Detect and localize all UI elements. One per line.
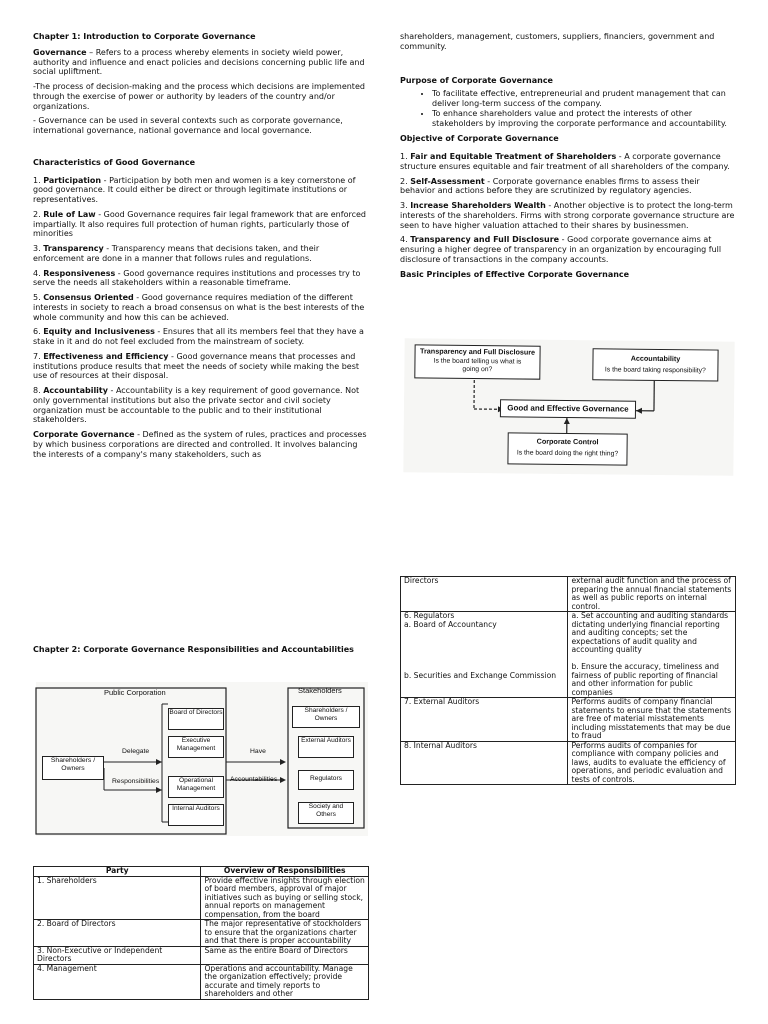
chapter1-left-column [33, 32, 369, 464]
column-header: Party [34, 867, 201, 877]
delegate-label: Delegate [122, 748, 150, 755]
chapter1-right-column [400, 32, 736, 285]
operational-management-box: Operational Management [168, 776, 224, 798]
column-header: Overview of Responsibilities [201, 867, 369, 877]
table-row: 7. External Auditors Performs audits of company financial statements to ensure that the statements are free of material misstatements including misstatements that may be due to fraud [401, 698, 736, 742]
external-auditors-box: External Auditors [298, 736, 354, 758]
accountabilities-label: Accountabilities [230, 776, 278, 783]
purpose-list [400, 89, 736, 128]
table-header-row [34, 867, 369, 877]
public-corporation-label: Public Corporation [104, 688, 166, 697]
objective-item: 1. Fair and Equitable Treatment of Shareholders - A corporate governance structure ensures equitable and fair treatment of all shareholders of the company. [400, 152, 730, 171]
good-effective-governance-box: Good and Effective Governance [500, 399, 636, 418]
table-row: 1. Shareholders Provide effective insights through election of board members, approval of major initiatives such as buying or selling stock, annual reports on management compensation, from the board [34, 876, 369, 920]
governance-para3: - Governance can be used in several contexts such as corporate governance, international governance, national governance and local governance. [33, 116, 343, 135]
characteristic-item: 2. Rule of Law - Good Governance requires fair legal framework that are enforced impartially. It also requires full protection of human rights, particularly those of minorities [33, 209, 366, 239]
stakeholders-label: Stakeholders [298, 686, 342, 695]
purpose-item: • To enhance shareholders value and protect the interests of other stakeholders by improving the corporate performance and accountability. [432, 109, 736, 129]
society-others-box: Society and Others [298, 802, 354, 824]
have-label: Have [250, 748, 266, 755]
characteristic-item: 6. Equity and Inclusiveness - Ensures that all its members feel that they have a stake in it and do not feel excluded from the mainstream of society. [33, 327, 364, 346]
table-row: Directors external audit function and the process of preparing the annual financial statements as well as public reports on internal control. [401, 577, 736, 612]
corporate-control-box: Corporate Control Is the board doing the right thing? [507, 432, 627, 465]
responsibilities-label: Responsibilities [112, 778, 160, 785]
accountability-box: Accountability Is the board taking responsibility? [592, 348, 718, 381]
characteristic-item: 3. Transparency - Transparency means that decisions taken, and their enforcement are done in a manner that follows rules and regulations. [33, 244, 320, 263]
transparency-box: Transparency and Full Disclosure Is the board telling us what is going on? [414, 344, 540, 379]
chapter2-title: Chapter 2: Corporate Governance Responsibilities and Accountabilities [33, 645, 354, 654]
stakeholders-owners-box: Shareholders / Owners [292, 706, 360, 728]
internal-auditors-box: Internal Auditors [168, 804, 224, 826]
corporate-governance-definition: Corporate Governance - Defined as the system of rules, practices and processes by which business corporations are directed and controlled. It involves balancing the interests of a company's many stakeholders, such as [33, 430, 367, 459]
responsibilities-table [33, 866, 369, 1000]
table-row: 3. Non-Executive or Independent Directors Same as the entire Board of Directors [34, 946, 369, 964]
characteristic-item: 5. Consensus Oriented - Good governance requires mediation of the different interests in society to reach a broad consensus on what is the best interests of the whole community and how this can be achieved. [33, 293, 365, 322]
table-row: 8. Internal Auditors Performs audits of companies for compliance with company policies and laws, audits to evaluate the efficiency of operations, and periodic evaluation and tests of controls. [401, 741, 736, 785]
governance-para2: -The process of decision-making and the process which decisions are implemented through the exercise of power or authority by leaders of the country and/or organizations. [33, 82, 365, 111]
table-row: 2. Board of Directors The major representative of stockholders to ensure that the organizations charter and that there is proper accountability [34, 920, 369, 947]
characteristics-heading: Characteristics of Good Governance [33, 157, 196, 167]
governance-definition: Governance – Refers to a process whereby elements in society wield power, authority and influence and enact policies and decisions concerning public life and social upliftment. [33, 47, 365, 77]
purpose-heading: Purpose of Corporate Governance [400, 75, 553, 85]
shareholders-owners-box: Shareholders / Owners [42, 756, 104, 780]
responsibilities-diagram [36, 682, 368, 836]
purpose-item: • To facilitate effective, entrepreneurial and prudent management that can deliver long-term success of the company. [432, 89, 736, 109]
objective-item: 3. Increase Shareholders Wealth - Another objective is to protect the long-term interests of the shareholders. Firms with strong corporate governance structure are seen to have higher valuation attached to their shares by businessmen. [400, 201, 735, 230]
responsibilities-table-continued [400, 576, 736, 785]
objective-heading: Objective of Corporate Governance [400, 134, 559, 144]
principles-heading: Basic Principles of Effective Corporate Governance [400, 269, 630, 279]
characteristic-item: 4. Responsiveness - Good governance requires institutions and processes try to serve the needs all stakeholders within a reasonable timeframe. [33, 268, 361, 288]
objective-item: 4. Transparency and Full Disclosure - Good corporate governance aims at ensuring a higher degree of transparency in an organization by encouraging full disclosure of transactions in the company accounts. [400, 235, 722, 264]
principles-diagram [403, 338, 734, 475]
characteristics-list [33, 176, 369, 426]
board-of-directors-box: Board of Directors [168, 708, 224, 730]
characteristic-item: 1. Participation - Participation by both men and women is a key cornerstone of good governance. It could either be direct or through legitimate institutions or representatives. [33, 175, 356, 204]
table-row: 6. Regulators a. Board of Accountancy b. Securities and Exchange Commission a. Set accounting and auditing standards dictating underlying financial reporting and auditing concepts; set the expectations of audit quality and accounting quality b. Ensure the accuracy, timeliness and fairness of public reporting of financial and other information for public companies [401, 612, 736, 698]
chapter1-title: Chapter 1: Introduction to Corporate Governance [33, 32, 256, 41]
regulators-box: Regulators [298, 770, 354, 790]
table-row: 4. Management Operations and accountability. Manage the organization effectively; provide accurate and timely reports to shareholders and other [34, 964, 369, 999]
objective-item: 2. Self-Assessment - Corporate governance enables firms to assess their behavior and actions before they are scrutinized by regulatory agencies. [400, 176, 700, 196]
corporate-governance-continued: shareholders, management, customers, suppliers, financiers, government and community. [400, 32, 715, 51]
characteristic-item: 8. Accountability - Accountability is a key requirement of good governance. Not only governmental institutions but also the private sector and civil society organization must be accountable to the public and to their institutional stakeholders. [33, 386, 360, 425]
characteristic-item: 7. Effectiveness and Efficiency - Good governance means that processes and institutions produce results that meet the needs of society while making the best use of resources at their disposal. [33, 351, 359, 381]
executive-management-box: Executive Management [168, 736, 224, 758]
